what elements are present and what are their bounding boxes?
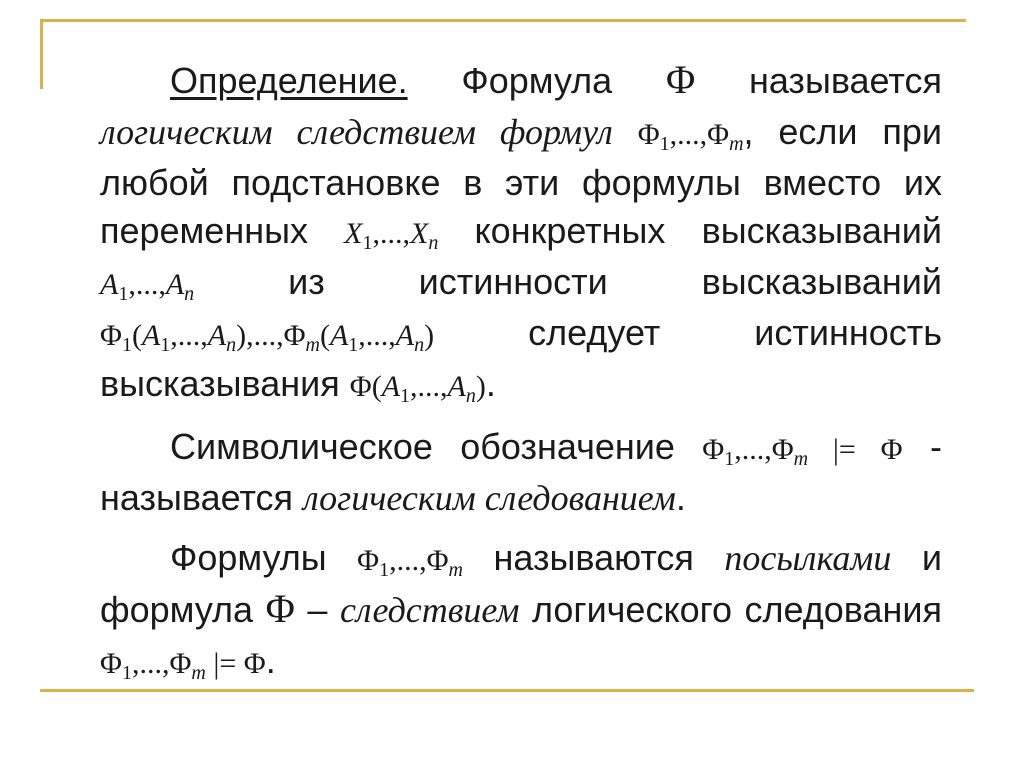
formula-variables: $X_1,...,X_n$ bbox=[344, 217, 439, 254]
formula-entailment: $\Phi_1,...,\Phi_m$ |= Φ bbox=[702, 433, 903, 470]
formula-consequence-substituted: $\Phi(A_1,...,A_n)$ bbox=[349, 370, 486, 407]
term-logical-entailment: логическим следованием bbox=[303, 478, 676, 518]
definition-paragraph: Определение. Формула Φ называется логическим следствием формул $\Phi_1,...,\Phi_m$, если при любой подстановке в эти формулы вместо их переменных $X_1,...,X_n$ конкретных высказываний $A_1,...,A_n$ из истинности высказываний $\Phi_1(A_1,...,A_n),...,\Phi_m(A_1,...,A_n)$ следует истинность высказывания $\Phi(A_1,...,A_n)$. bbox=[100, 57, 942, 407]
formula-phi: Φ bbox=[665, 57, 696, 102]
slide-content bbox=[100, 56, 942, 688]
premises-paragraph: Формулы $\Phi_1,...,\Phi_m$ называются посылками и формула Φ – следствием логического следования $\Phi_1,...,\Phi_m$ |= Φ. bbox=[100, 537, 942, 684]
definition-label: Определение. bbox=[170, 60, 408, 101]
formula-entailment-final: $\Phi_1,...,\Phi_m$ |= Φ bbox=[100, 647, 266, 684]
term-premises: посылками bbox=[724, 538, 892, 578]
bottom-border-line bbox=[40, 689, 974, 692]
formula-phi-consequence: Φ bbox=[265, 586, 295, 631]
left-border-line bbox=[40, 19, 43, 89]
formula-premises-list: $\Phi_1,...,\Phi_m$ bbox=[357, 544, 463, 581]
formula-phi-list: $\Phi_1,...,\Phi_m$ bbox=[637, 118, 744, 155]
formula-statements: $A_1,...,A_n$ bbox=[100, 268, 195, 305]
top-border-line bbox=[40, 19, 966, 22]
notation-paragraph: Символическое обозначение $\Phi_1,...,\Phi_m$ |= Φ - называется логическим следованием. bbox=[100, 426, 942, 518]
term-logical-consequence: логическим следствием формул bbox=[100, 112, 613, 152]
formula-premises-substituted: $\Phi_1(A_1,...,A_n),...,\Phi_m(A_1,...,A_n)$ bbox=[100, 319, 435, 356]
term-consequence: следствием bbox=[339, 590, 520, 630]
